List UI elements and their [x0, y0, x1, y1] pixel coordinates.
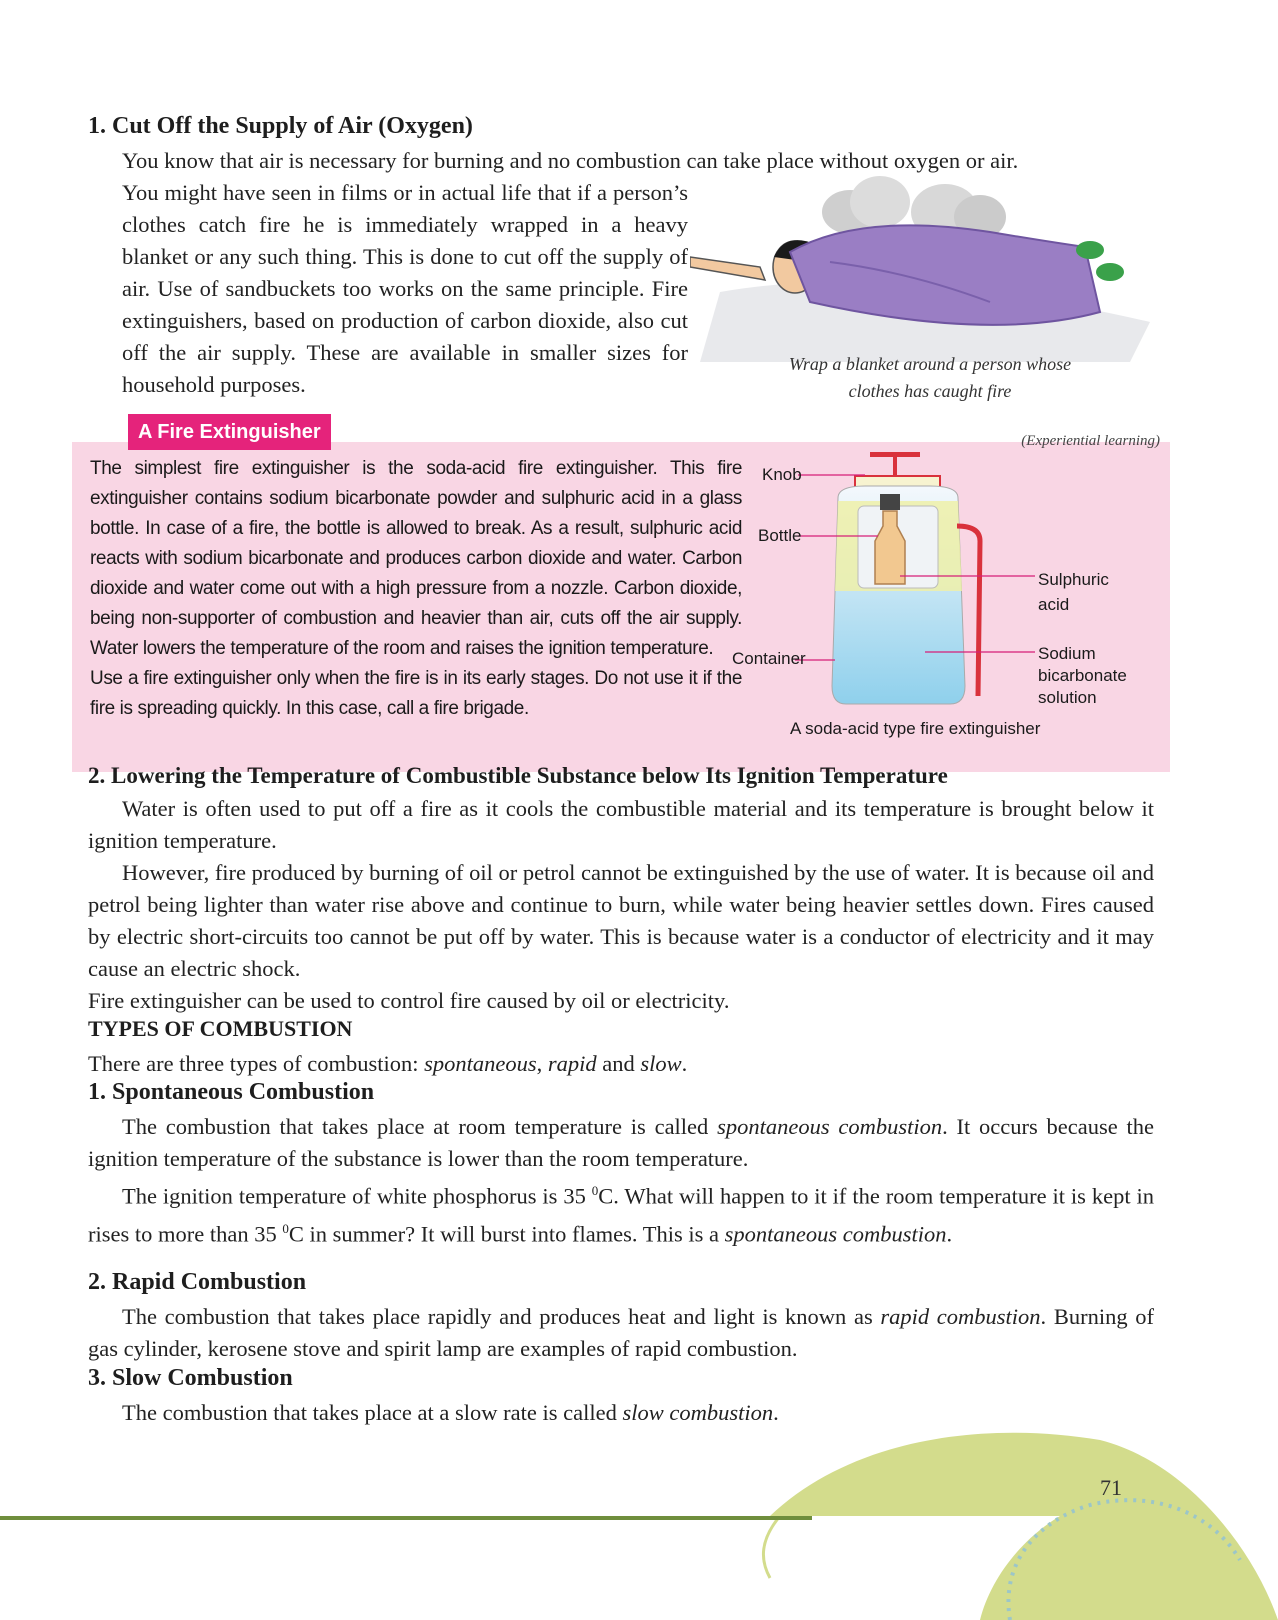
label-sulphuric-1: Sulphuric — [1038, 570, 1109, 589]
types-intro-pre: There are three types of combustion: — [88, 1051, 425, 1076]
rapid-pre: The combustion that takes place rapidly and produces heat and light is known as — [122, 1304, 881, 1329]
page-number: 71 — [1100, 1475, 1122, 1500]
rapid-para — [88, 1301, 1154, 1365]
rapid-post: . Burning of gas cylinder, kerosene stove and spirit lamp are examples of rapid combustion. — [88, 1304, 1154, 1361]
extinguisher-tag: A Fire Extinguisher — [128, 414, 331, 450]
types-intro — [88, 1048, 1154, 1080]
types-heading: TYPES OF COMBUSTION — [88, 1016, 353, 1041]
diagram-caption: A soda-acid type fire extinguisher — [790, 719, 1041, 738]
spont-p2-b: C. What will happen to it if the room temperature it is kept in rises to more than 35 — [88, 1183, 1154, 1246]
section1-heading: 1. Cut Off the Supply of Air (Oxygen) — [88, 113, 473, 139]
spont-p2-end: . — [946, 1221, 953, 1246]
types-sep1: , — [536, 1051, 548, 1076]
experiential-note: (Experiential learning) — [1021, 433, 1160, 449]
rapid-heading: 2. Rapid Combustion — [88, 1269, 307, 1295]
spont-p2-a: The ignition temperature of white phosphorus is 35 — [122, 1183, 592, 1209]
degree-mark-1: 0 — [591, 1183, 599, 1198]
extinguisher-para1: The simplest fire extinguisher is the soda-acid fire extinguisher. This fire extinguisher contains sodium bicarbonate powder and sulphuric acid in a glass bottle. In case of a fire, the bottle is allowed to break. As a result, sulphuric acid reacts with sodium bicarbonate and produces carbon dioxide and water. Carbon dioxide and water come out with a high pressure from a nozzle. Carbon dioxide, being non-supporter of combustion and heavier than air, cuts off the air supply. Water lowers the temperature of the room and raises the ignition temperature. — [90, 458, 742, 659]
blanket-caption-line2: clothes has caught fire — [848, 381, 1012, 401]
section1-body: You might have seen in films or in actual life that if a person’s clothes catch fire he is immediately wrapped in a heavy blanket or any such thing. This is done to cut off the supply of air. Use of sandbuckets too works on the same principle. Fire extinguishers, based on production of carbon dioxide, also cut off the air supply. These are available in smaller sizes for household purposes. — [122, 180, 688, 397]
label-sulphuric-2: acid — [1038, 595, 1070, 614]
label-bottle: Bottle — [758, 526, 802, 545]
spontaneous-para2 — [88, 1175, 1154, 1250]
spont-p1-pre: The combustion that takes place at room temperature is called — [122, 1114, 718, 1139]
label-container: Container — [732, 649, 806, 668]
section1-intro: You know that air is necessary for burning and no combustion can take place without oxygen or air. — [122, 148, 1019, 173]
slow-pre: The combustion that takes place at a slow rate is called — [122, 1400, 623, 1425]
label-sodium-1: Sodium — [1038, 644, 1096, 663]
slow-post: . — [773, 1400, 779, 1425]
blanket-caption-line1: Wrap a blanket around a person whose — [788, 354, 1072, 374]
types-sep2: and — [596, 1051, 641, 1076]
type-rapid: rapid — [547, 1051, 597, 1076]
rapid-term: rapid combustion — [880, 1304, 1041, 1329]
label-sodium-2: bicarbonate — [1038, 666, 1127, 685]
label-knob: Knob — [762, 465, 802, 484]
label-sodium-3: solution — [1038, 688, 1097, 707]
spont-p1-post: . It occurs because the ignition temperature of the substance is lower than the room temperature. — [88, 1114, 1155, 1171]
slow-heading: 3. Slow Combustion — [88, 1365, 293, 1391]
footer-rule — [0, 1516, 812, 1520]
section2-heading: 2. Lowering the Temperature of Combustible Substance below Its Ignition Temperature — [88, 763, 948, 788]
spontaneous-para1 — [88, 1111, 1154, 1175]
slow-term: slow combustion — [622, 1400, 774, 1425]
type-spontaneous: spontaneous — [424, 1051, 537, 1076]
spont-p2-c: C in summer? It will burst into flames. This is a — [288, 1221, 725, 1246]
extinguisher-text — [90, 454, 742, 724]
degree-mark-2: 0 — [282, 1220, 289, 1236]
spont-p1-term: spontaneous combustion — [717, 1114, 943, 1139]
spont-p2-term: spontaneous combustion — [724, 1221, 947, 1246]
slow-para — [88, 1397, 1154, 1429]
extinguisher-para2: Use a fire extinguisher only when the fire is in its early stages. Do not use it if the fire is spreading quickly. In this case, call a fire brigade. — [90, 668, 742, 719]
type-slow: slow — [640, 1051, 682, 1076]
types-end: . — [681, 1051, 688, 1076]
spontaneous-heading: 1. Spontaneous Combustion — [88, 1079, 375, 1105]
section2-para1: Water is often used to put off a fire as it cools the combustible material and its temperature is brought below it ignition temperature. — [88, 796, 1154, 853]
section2-para3: Fire extinguisher can be used to control fire caused by oil or electricity. — [88, 988, 730, 1013]
section2-para2: However, fire produced by burning of oil or petrol cannot be extinguished by the use of water. It is because oil and petrol being lighter than water rise above and continue to burn, while water being heavier settles down. Fires caused by electric short-circuits too cannot be put off by water. This is because water is a conductor of electricity and it may cause an electric shock. — [88, 860, 1154, 981]
extinguisher-diagram — [740, 446, 1160, 746]
blanket-illustration — [690, 172, 1170, 362]
